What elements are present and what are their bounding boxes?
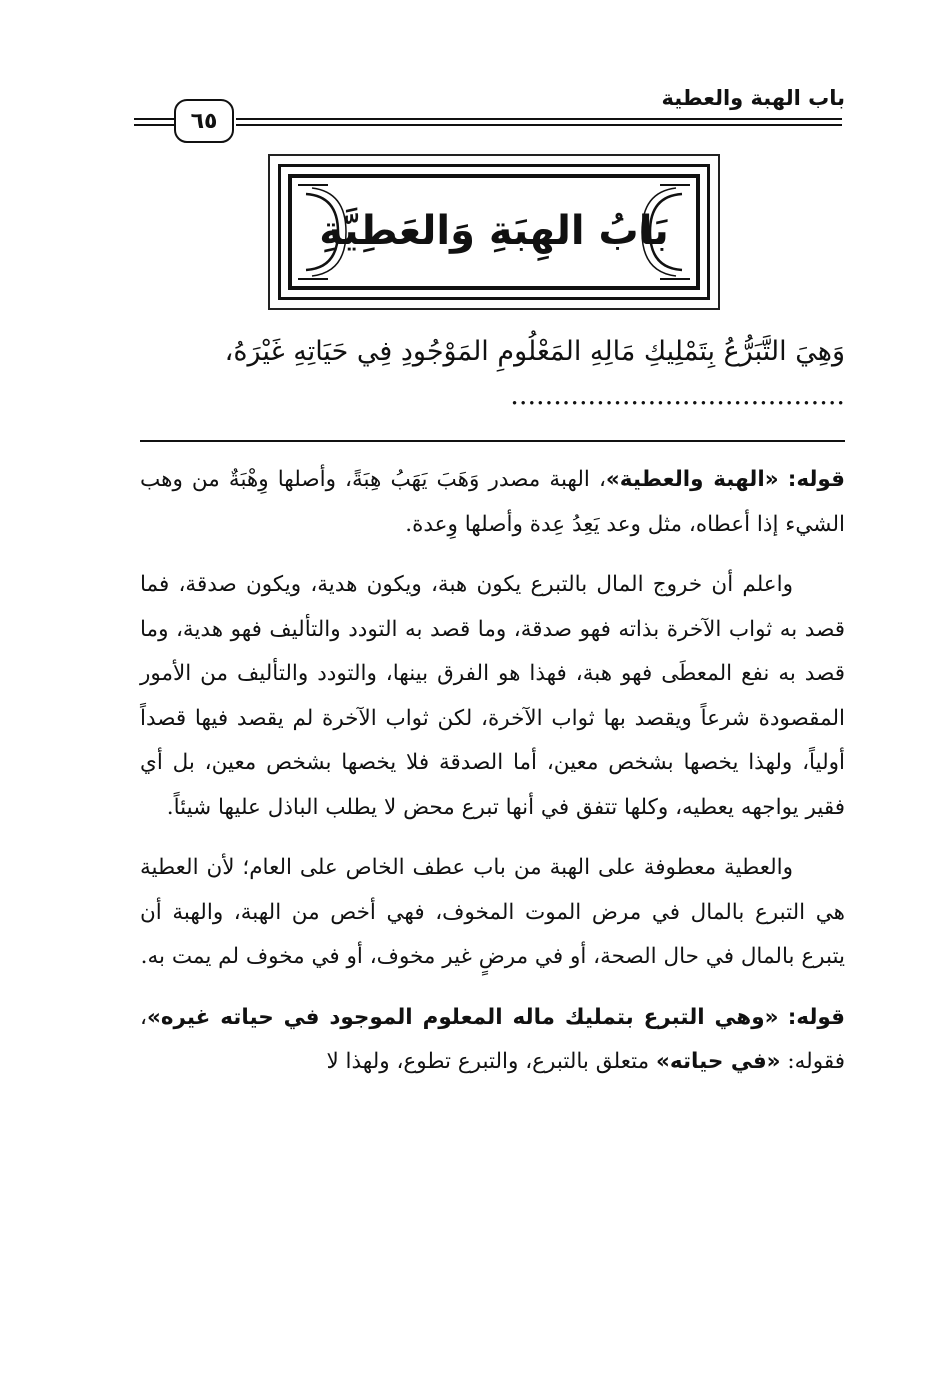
header-rule-right [236,118,842,126]
page-number: ٦٥ [174,99,234,143]
matn-text: وَهِيَ التَّبَرُّعُ بِتَمْلِيكِ مَالِهِ المَعْلُومِ المَوْجُودِ فِي حَيَاتِهِ غَيْرَهُ، ....................................... [224,336,845,411]
quoted-phrase: «الهبة والعطية» [605,467,779,492]
commentary [140,458,845,1101]
commentary-paragraph-2: واعلم أن خروج المال بالتبرع يكون هبة، ويكون هدية، ويكون صدقة، فما قصد به ثواب الآخرة بذاته فهو صدقة، وما قصد به التودد والتأليف فهو هدية، وما قصد به نفع المعطَى فهو هبة، فهذا هو الفرق بينها، والتودد والتأليف من الأمور المقصودة شرعاً ويقصد بها ثواب الآخرة، لكن ثواب الآخرة لم يقصد فيها قصداً أولياً، ولهذا يخصها بشخص معين، أما الصدقة فلا يخصها بشخص معين، بل أي فقير يواجهه يعطيه، وكلها تتفق في أنها تبرع محض لا يطلب الباذل عليها شيئاً. [140,572,845,820]
paragraph-text: ، الهبة مصدر وَهَبَ يَهَبُ هِبَةً، وأصلها وِهْبَةٌ من وهب الشيء إذا أعطاه، مثل وعد يَعِدُ عِدة وأصلها وِعدة. [140,467,845,537]
qawluhu-label: قوله: [787,1004,845,1030]
running-title: باب الهبة والعطية [661,86,845,110]
separator-line [140,440,845,442]
header-rule-left [134,118,174,126]
chapter-title: بَابُ الهِبَةِ وَالعَطِيَّةِ [319,208,669,254]
qawluhu-label: قوله: [787,467,845,492]
commentary-paragraph-3: والعطية معطوفة على الهبة من باب عطف الخاص على العام؛ لأن العطية هي التبرع بالمال في مرض الموت المخوف، فهي أخص من الهبة، والهبة أن يتبرع بالمال في حال الصحة، أو في مرضٍ غير مخوف، أو في مخوف لم يمت به. [140,855,845,969]
commentary-paragraph-4 [140,996,845,1085]
quoted-phrase: «وهي التبرع بتمليك ماله المعلوم الموجود في حياته غيره» [146,1004,779,1030]
paragraph-text: متعلق بالتبرع، والتبرع تطوع، ولهذا لا [326,1049,657,1074]
paragraph-text: ، فقوله: [140,1004,845,1074]
commentary-paragraph-1 [140,458,845,547]
quoted-phrase: «في حياته» [656,1049,781,1074]
